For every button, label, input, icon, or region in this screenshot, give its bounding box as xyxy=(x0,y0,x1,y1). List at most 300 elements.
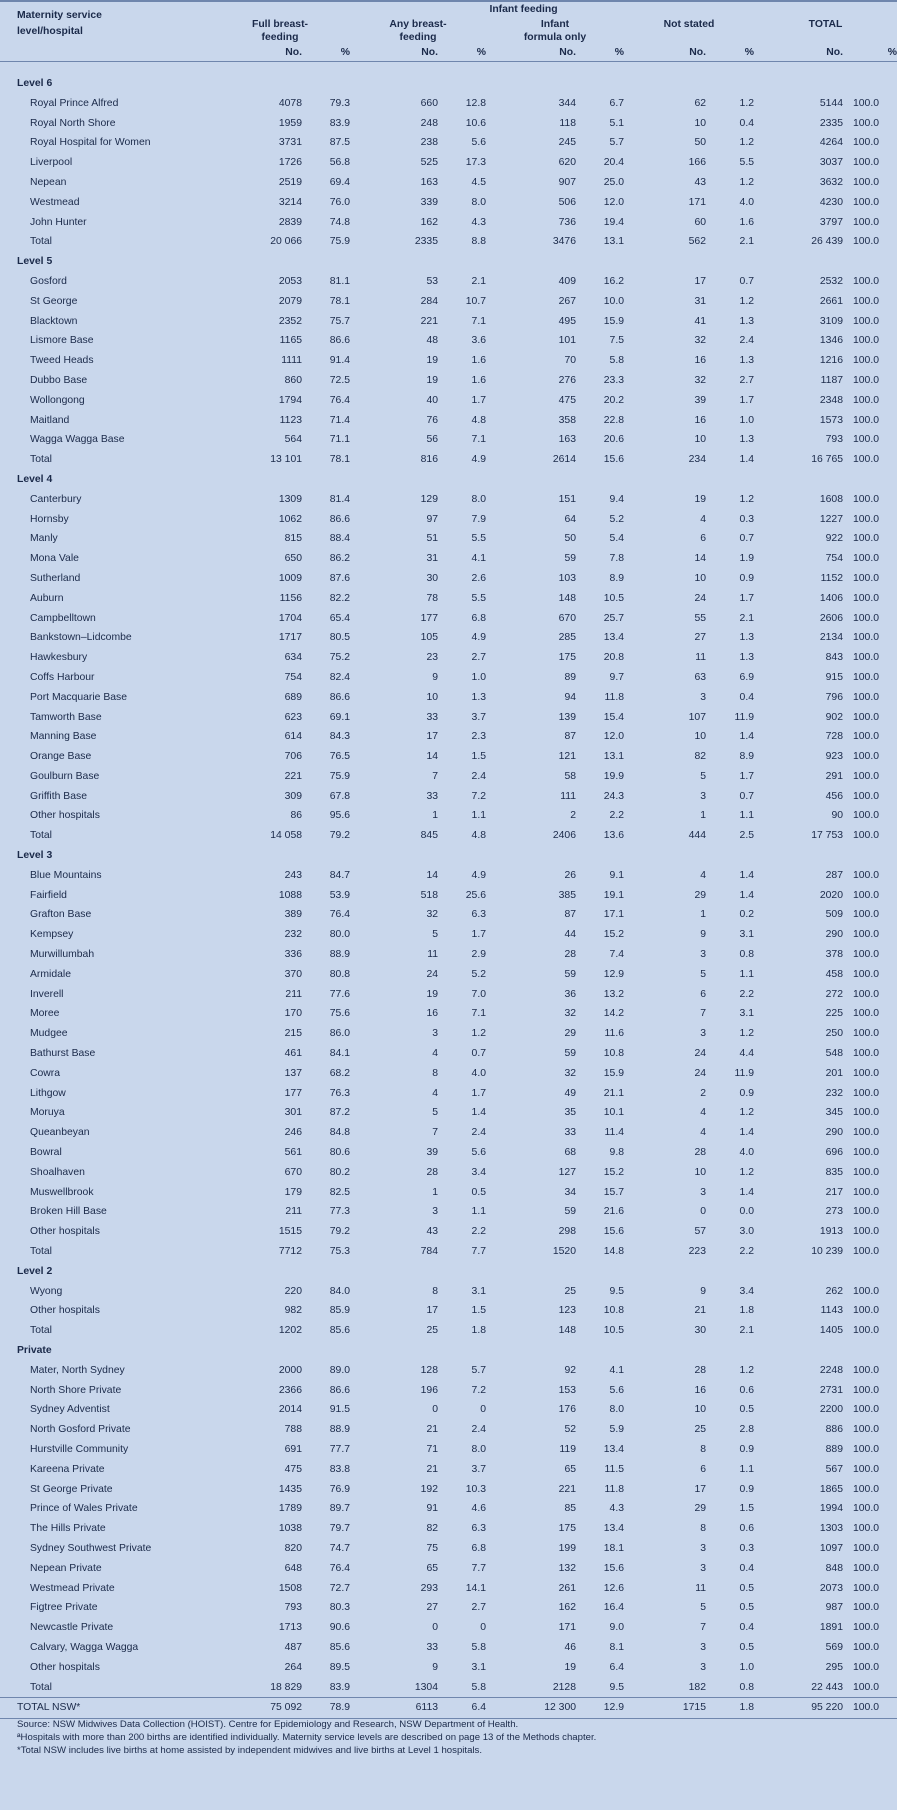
table-row xyxy=(0,510,897,530)
count-cell: 51 xyxy=(426,533,438,545)
hospital-name: Total xyxy=(30,1246,52,1258)
count-cell: 0 xyxy=(432,1622,438,1634)
percent-cell: 0.9 xyxy=(739,1087,754,1099)
percent-cell: 75.9 xyxy=(329,770,350,782)
percent-cell: 12.0 xyxy=(603,196,624,208)
count-cell: 148 xyxy=(558,1325,576,1337)
count-cell: 409 xyxy=(558,275,576,287)
count-cell: 16 xyxy=(694,1384,706,1396)
percent-cell: 100.0 xyxy=(852,1048,879,1060)
header-column-0 xyxy=(210,18,350,44)
percent-cell: 5.6 xyxy=(471,1147,486,1159)
percent-cell: 0 xyxy=(480,1404,486,1416)
percent-cell: 88.9 xyxy=(329,1424,350,1436)
percent-cell: 76.4 xyxy=(329,909,350,921)
percent-cell: 85.6 xyxy=(329,1641,350,1653)
percent-cell: 13.1 xyxy=(603,751,624,763)
count-cell: 63 xyxy=(694,671,706,683)
percent-cell: 12.9 xyxy=(576,1698,624,1719)
percent-cell: 0.3 xyxy=(739,513,754,525)
percent-cell: 16.2 xyxy=(603,275,624,287)
percent-cell: 1.7 xyxy=(471,1087,486,1099)
percent-cell: 77.7 xyxy=(329,1443,350,1455)
percent-cell: 15.4 xyxy=(603,711,624,723)
table-row xyxy=(0,312,897,332)
section-total-row xyxy=(0,450,897,470)
percent-cell: 7.7 xyxy=(471,1246,486,1258)
percent-cell: 13.6 xyxy=(603,830,624,842)
percent-cell: 7.5 xyxy=(609,335,624,347)
count-cell: 7 xyxy=(432,1127,438,1139)
count-cell: 623 xyxy=(284,711,302,723)
percent-cell: 8.8 xyxy=(471,236,486,248)
count-cell: 475 xyxy=(284,1463,302,1475)
count-cell: 71 xyxy=(426,1443,438,1455)
percent-cell: 72.5 xyxy=(329,374,350,386)
percent-cell: 86.6 xyxy=(329,513,350,525)
count-cell: 1187 xyxy=(820,374,843,386)
percent-cell: 6.4 xyxy=(609,1661,624,1673)
percent-cell: 1.4 xyxy=(471,1107,486,1119)
count-cell: 728 xyxy=(825,731,843,743)
count-cell: 11 xyxy=(695,1582,706,1594)
header-column-line2: formula only xyxy=(523,32,587,43)
percent-cell: 71.1 xyxy=(329,434,350,446)
percent-cell: 1.6 xyxy=(739,216,754,228)
count-cell: 170 xyxy=(284,1008,302,1020)
count-cell: 2053 xyxy=(278,275,302,287)
count-cell: 1346 xyxy=(819,335,843,347)
percent-cell: 9.5 xyxy=(609,1681,624,1693)
count-cell: 33 xyxy=(426,790,438,802)
percent-cell: 2.7 xyxy=(471,652,486,664)
count-cell: 31 xyxy=(426,553,438,565)
header-column-line1: Infant xyxy=(540,19,570,30)
hospital-name: Goulburn Base xyxy=(30,770,100,782)
count-cell: 1435 xyxy=(278,1483,302,1495)
count-cell: 506 xyxy=(558,196,576,208)
count-cell: 3 xyxy=(700,1028,706,1040)
count-cell: 1 xyxy=(432,1186,438,1198)
table-row xyxy=(0,1440,897,1460)
count-cell: 59 xyxy=(564,553,576,565)
count-cell: 119 xyxy=(559,1443,576,1455)
percent-cell: 24.3 xyxy=(603,790,624,802)
percent-cell: 0.7 xyxy=(739,790,754,802)
count-cell: 25 xyxy=(694,1424,706,1436)
hospital-name: Kempsey xyxy=(30,929,74,941)
count-cell: 293 xyxy=(420,1582,438,1594)
count-cell: 848 xyxy=(825,1562,843,1574)
percent-cell: 0.9 xyxy=(739,1483,754,1495)
table-row xyxy=(0,1579,897,1599)
count-cell: 1704 xyxy=(278,612,302,624)
count-cell: 1 xyxy=(432,810,438,822)
count-cell: 16 xyxy=(426,1008,438,1020)
count-cell: 886 xyxy=(825,1424,843,1436)
count-cell: 784 xyxy=(420,1246,438,1258)
percent-cell: 77.6 xyxy=(329,988,350,1000)
count-cell: 5 xyxy=(700,1602,706,1614)
count-cell: 24 xyxy=(426,968,438,980)
count-cell: 634 xyxy=(284,652,302,664)
table-row xyxy=(0,1202,897,1222)
count-cell: 1111 xyxy=(281,355,302,367)
count-cell: 175 xyxy=(558,652,576,664)
count-cell: 1088 xyxy=(278,889,302,901)
count-cell: 4230 xyxy=(819,196,843,208)
section-heading-row xyxy=(0,1341,897,1361)
hospital-name: Westmead xyxy=(30,196,80,208)
percent-cell: 89.0 xyxy=(329,1364,350,1376)
table-row xyxy=(0,727,897,747)
count-cell: 238 xyxy=(420,137,438,149)
count-cell: 358 xyxy=(558,414,576,426)
table-row xyxy=(0,767,897,787)
count-cell: 28 xyxy=(426,1166,438,1178)
table-row xyxy=(0,688,897,708)
count-cell: 444 xyxy=(688,830,706,842)
hospital-name: North Gosford Private xyxy=(30,1424,131,1436)
percent-cell: 1.3 xyxy=(739,632,754,644)
percent-cell: 89.7 xyxy=(329,1503,350,1515)
count-cell: 706 xyxy=(284,751,302,763)
percent-cell: 71.4 xyxy=(329,414,350,426)
count-cell: 4264 xyxy=(819,137,843,149)
count-cell: 370 xyxy=(284,968,302,980)
percent-cell: 15.6 xyxy=(603,454,624,466)
count-cell: 562 xyxy=(688,236,706,248)
percent-cell: 100.0 xyxy=(852,374,879,386)
header-column-line1: Any breast- xyxy=(389,19,447,30)
table-row xyxy=(0,213,897,233)
percent-cell: 81.4 xyxy=(329,493,350,505)
count-cell: 1515 xyxy=(278,1226,302,1238)
count-cell: 461 xyxy=(284,1048,302,1060)
hospital-name: Blacktown xyxy=(30,315,78,327)
header-group-label: Infant feeding xyxy=(489,4,558,15)
percent-cell: 100.0 xyxy=(852,830,879,842)
table-row xyxy=(0,1559,897,1579)
table-row xyxy=(0,945,897,965)
percent-cell: 13.4 xyxy=(603,1523,624,1535)
count-cell: 475 xyxy=(558,394,576,406)
percent-cell: 100.0 xyxy=(852,711,879,723)
percent-cell: 76.3 xyxy=(329,1087,350,1099)
count-cell: 21 xyxy=(426,1463,438,1475)
percent-cell: 4.4 xyxy=(739,1048,754,1060)
hospital-name: Tamworth Base xyxy=(30,711,102,723)
count-cell: 201 xyxy=(825,1067,843,1079)
count-cell: 8 xyxy=(432,1285,438,1297)
percent-cell: 1.2 xyxy=(739,1166,754,1178)
subheader-no: No. xyxy=(486,44,576,62)
section-heading-row xyxy=(0,252,897,272)
table-row xyxy=(0,1282,897,1302)
percent-cell: 100.0 xyxy=(852,414,879,426)
count-cell: 0 xyxy=(432,1404,438,1416)
percent-cell: 13.1 xyxy=(603,236,624,248)
percent-cell: 1.1 xyxy=(471,810,486,822)
count-cell: 137 xyxy=(284,1067,302,1079)
count-cell: 223 xyxy=(688,1246,706,1258)
percent-cell: 100.0 xyxy=(852,355,879,367)
count-cell: 2248 xyxy=(819,1364,843,1376)
count-cell: 569 xyxy=(825,1641,843,1653)
percent-cell: 100.0 xyxy=(852,1503,879,1515)
count-cell: 6 xyxy=(700,533,706,545)
footnotes xyxy=(17,1718,596,1757)
table-row xyxy=(0,1638,897,1658)
hospital-name: St George Private xyxy=(30,1483,113,1495)
percent-cell: 78.1 xyxy=(329,454,350,466)
table-row xyxy=(0,866,897,886)
count-cell: 55 xyxy=(694,612,706,624)
percent-cell: 1.3 xyxy=(739,434,754,446)
percent-cell: 100.0 xyxy=(852,533,879,545)
percent-cell: 3.6 xyxy=(471,335,486,347)
percent-cell: 7.9 xyxy=(471,513,486,525)
percent-cell: 1.0 xyxy=(471,671,486,683)
count-cell: 3 xyxy=(700,1186,706,1198)
count-cell: 39 xyxy=(426,1147,438,1159)
percent-cell: 1.7 xyxy=(471,929,486,941)
percent-cell: 2.4 xyxy=(471,1127,486,1139)
count-cell: 19 xyxy=(694,493,706,505)
count-cell: 10 xyxy=(694,117,706,129)
hospital-name: Calvary, Wagga Wagga xyxy=(30,1641,139,1653)
hospital-name: Coffs Harbour xyxy=(30,671,95,683)
count-cell: 248 xyxy=(420,117,438,129)
hospital-name: Port Macquarie Base xyxy=(30,691,128,703)
table-row xyxy=(0,1064,897,1084)
percent-cell: 5.5 xyxy=(739,157,754,169)
count-cell: 3 xyxy=(432,1206,438,1218)
count-cell: 4 xyxy=(700,869,706,881)
count-cell: 1216 xyxy=(819,355,843,367)
count-cell: 162 xyxy=(558,1602,576,1614)
percent-cell: 15.6 xyxy=(603,1562,624,1574)
table-row xyxy=(0,1519,897,1539)
count-cell: 8 xyxy=(700,1523,706,1535)
count-cell: 34 xyxy=(564,1186,576,1198)
hospital-name: Wollongong xyxy=(30,394,85,406)
percent-cell: 8.0 xyxy=(609,1404,624,1416)
count-cell: 1227 xyxy=(819,513,843,525)
percent-cell: 1.8 xyxy=(706,1698,754,1719)
count-cell: 32 xyxy=(564,1008,576,1020)
percent-cell: 85.6 xyxy=(329,1325,350,1337)
table-row xyxy=(0,114,897,134)
percent-cell: 0.4 xyxy=(739,117,754,129)
percent-cell: 1.3 xyxy=(739,315,754,327)
percent-cell: 5.7 xyxy=(609,137,624,149)
count-cell: 56 xyxy=(426,434,438,446)
count-cell: 2661 xyxy=(819,295,843,307)
percent-cell: 83.9 xyxy=(329,117,350,129)
percent-cell: 1.2 xyxy=(471,1028,486,1040)
count-cell: 86 xyxy=(290,810,302,822)
count-cell: 221 xyxy=(420,315,438,327)
count-cell: 118 xyxy=(559,117,576,129)
percent-cell: 100.0 xyxy=(852,454,879,466)
count-cell: 90 xyxy=(831,810,843,822)
percent-cell: 100.0 xyxy=(852,652,879,664)
subheader-pct: % xyxy=(843,44,897,62)
percent-cell: 100.0 xyxy=(852,1384,879,1396)
hospital-name: Total xyxy=(30,236,52,248)
count-cell: 14 xyxy=(426,751,438,763)
count-cell: 2366 xyxy=(278,1384,302,1396)
percent-cell: 100.0 xyxy=(852,493,879,505)
hospital-name: Griffith Base xyxy=(30,790,87,802)
count-cell: 95 220 xyxy=(754,1698,843,1719)
percent-cell: 100.0 xyxy=(852,810,879,822)
table-row xyxy=(0,1143,897,1163)
percent-cell: 20.8 xyxy=(603,652,624,664)
count-cell: 4 xyxy=(700,1107,706,1119)
percent-cell: 86.0 xyxy=(329,1028,350,1040)
percent-cell: 1.2 xyxy=(739,1107,754,1119)
section-total-row xyxy=(0,826,897,846)
hospital-name: Other hospitals xyxy=(30,1305,100,1317)
percent-cell: 90.6 xyxy=(329,1622,350,1634)
count-cell: 29 xyxy=(694,1503,706,1515)
table-row xyxy=(0,490,897,510)
table-row xyxy=(0,1301,897,1321)
count-cell: 46 xyxy=(564,1641,576,1653)
percent-cell: 88.4 xyxy=(329,533,350,545)
table-row xyxy=(0,1381,897,1401)
count-cell: 215 xyxy=(284,1028,302,1040)
count-cell: 211 xyxy=(285,988,302,1000)
count-cell: 1794 xyxy=(278,394,302,406)
count-cell: 2614 xyxy=(552,454,576,466)
percent-cell: 0.7 xyxy=(471,1048,486,1060)
hospital-name: Bathurst Base xyxy=(30,1048,96,1060)
count-cell: 2731 xyxy=(819,1384,843,1396)
count-cell: 48 xyxy=(426,335,438,347)
count-cell: 23 xyxy=(426,652,438,664)
percent-cell: 1.7 xyxy=(739,770,754,782)
footnote: *Total NSW includes live births at home assisted by independent midwives and live births at Level 1 hospitals. xyxy=(17,1745,483,1756)
percent-cell: 76.5 xyxy=(329,751,350,763)
percent-cell: 0.4 xyxy=(739,691,754,703)
percent-cell: 7.4 xyxy=(609,949,624,961)
count-cell: 29 xyxy=(694,889,706,901)
percent-cell: 11.5 xyxy=(604,1463,624,1475)
percent-cell: 0.4 xyxy=(739,1562,754,1574)
count-cell: 14 xyxy=(426,869,438,881)
count-cell: 17 xyxy=(426,731,438,743)
percent-cell: 84.8 xyxy=(329,1127,350,1139)
hospital-name: Royal Hospital for Women xyxy=(30,137,151,149)
count-cell: 670 xyxy=(558,612,576,624)
subheader-blank xyxy=(0,44,210,62)
count-cell: 820 xyxy=(284,1542,302,1554)
percent-cell: 100.0 xyxy=(852,1562,879,1574)
percent-cell: 100.0 xyxy=(852,988,879,1000)
percent-cell: 100.0 xyxy=(852,1681,879,1693)
hospital-name: Wyong xyxy=(30,1285,63,1297)
count-cell: 816 xyxy=(420,454,438,466)
count-cell: 31 xyxy=(694,295,706,307)
table-row xyxy=(0,925,897,945)
percent-cell: 18.1 xyxy=(603,1542,624,1554)
count-cell: 121 xyxy=(558,751,576,763)
percent-cell: 0 xyxy=(480,1622,486,1634)
count-cell: 21 xyxy=(426,1424,438,1436)
hospital-name: Murwillumbah xyxy=(30,949,95,961)
percent-cell: 6.9 xyxy=(739,671,754,683)
count-cell: 153 xyxy=(558,1384,576,1396)
count-cell: 49 xyxy=(564,1087,576,1099)
count-cell: 182 xyxy=(688,1681,706,1693)
percent-cell: 1.2 xyxy=(739,1028,754,1040)
percent-cell: 11.8 xyxy=(604,691,624,703)
count-cell: 245 xyxy=(558,137,576,149)
percent-cell: 12.6 xyxy=(603,1582,624,1594)
percent-cell: 3.1 xyxy=(471,1661,486,1673)
percent-cell: 1.1 xyxy=(739,810,754,822)
table-row xyxy=(0,668,897,688)
header-title-line1: Maternity service xyxy=(17,10,102,21)
percent-cell: 1.4 xyxy=(739,1127,754,1139)
count-cell: 225 xyxy=(825,1008,843,1020)
table-row xyxy=(0,331,897,351)
hospital-name: Nepean xyxy=(30,176,67,188)
count-cell: 29 xyxy=(564,1028,576,1040)
count-cell: 19 xyxy=(426,374,438,386)
count-cell: 1865 xyxy=(819,1483,843,1495)
percent-cell: 100.0 xyxy=(852,553,879,565)
count-cell: 456 xyxy=(825,790,843,802)
count-cell: 923 xyxy=(825,751,843,763)
percent-cell: 5.8 xyxy=(609,355,624,367)
percent-cell: 86.6 xyxy=(329,691,350,703)
percent-cell: 100.0 xyxy=(852,1305,879,1317)
count-cell: 70 xyxy=(564,355,576,367)
count-cell: 344 xyxy=(558,97,576,109)
count-cell: 52 xyxy=(564,1424,576,1436)
percent-cell: 7.1 xyxy=(471,1008,486,1020)
count-cell: 1 xyxy=(700,810,706,822)
percent-cell: 7.1 xyxy=(471,434,486,446)
count-cell: 5 xyxy=(700,770,706,782)
percent-cell: 100.0 xyxy=(852,1443,879,1455)
section-total-row xyxy=(0,232,897,252)
count-cell: 525 xyxy=(420,157,438,169)
percent-cell: 2.5 xyxy=(739,830,754,842)
percent-cell: 76.4 xyxy=(329,1562,350,1574)
percent-cell: 0.6 xyxy=(739,1384,754,1396)
count-cell: 8 xyxy=(432,1067,438,1079)
percent-cell: 100.0 xyxy=(852,1147,879,1159)
section-heading: Level 5 xyxy=(17,256,53,268)
count-cell: 65 xyxy=(426,1562,438,1574)
count-cell: 3731 xyxy=(278,137,302,149)
percent-cell: 17.1 xyxy=(603,909,624,921)
percent-cell: 23.3 xyxy=(603,374,624,386)
percent-cell: 72.7 xyxy=(329,1582,350,1594)
count-cell: 16 xyxy=(694,414,706,426)
count-cell: 50 xyxy=(564,533,576,545)
count-cell: 171 xyxy=(688,196,706,208)
count-cell: 2073 xyxy=(819,1582,843,1594)
table-row xyxy=(0,193,897,213)
count-cell: 60 xyxy=(694,216,706,228)
count-cell: 754 xyxy=(825,553,843,565)
